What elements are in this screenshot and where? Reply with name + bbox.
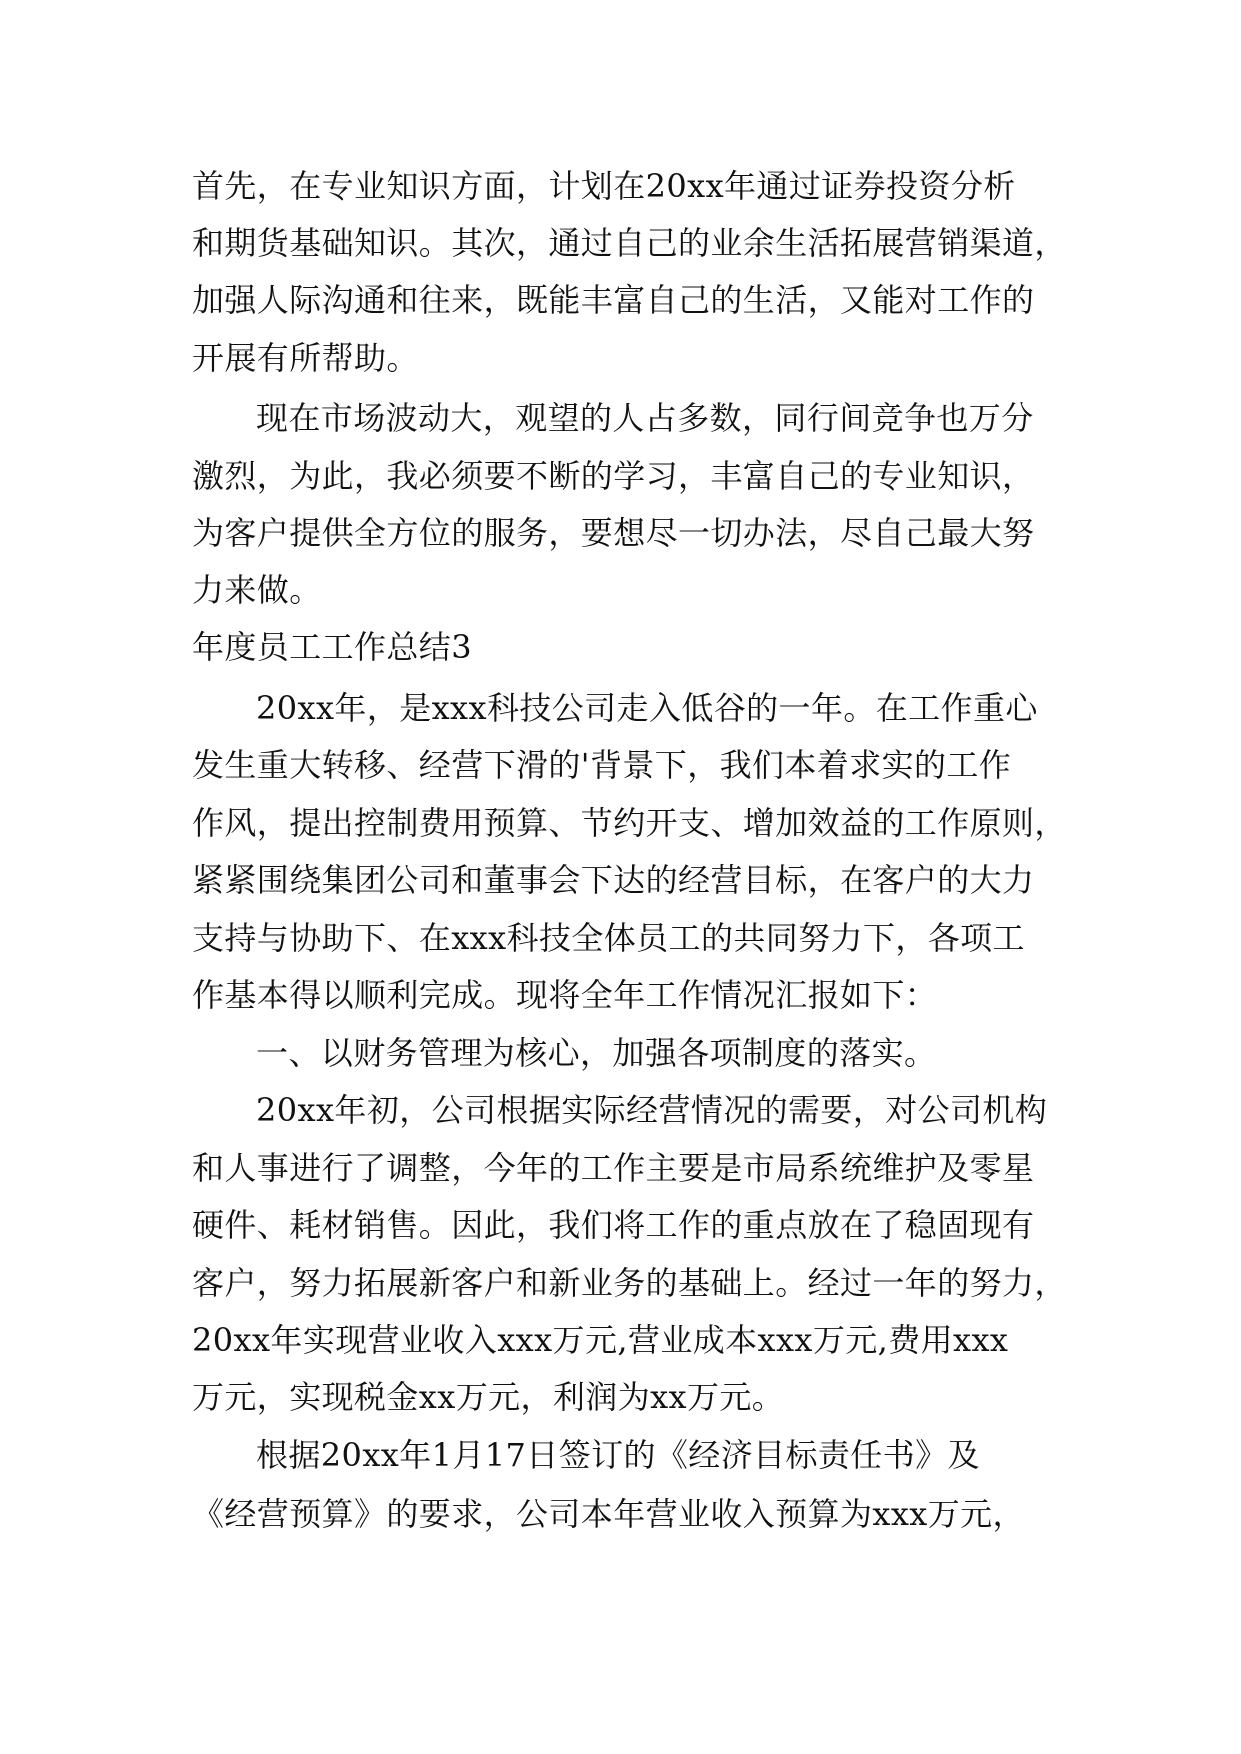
paragraph-line: 发生重大转移、经营下滑的'背景下，我们本着求实的工作 (192, 746, 1012, 784)
paragraph-line: 作基本得以顺利完成。现将全年工作情况汇报如下： (192, 976, 938, 1014)
paragraph-line: 《经营预算》的要求，公司本年营业收入预算为xxx万元， (192, 1495, 1025, 1533)
paragraph-line: 硬件、耗材销售。因此，我们将工作的重点放在了稳固现有 (192, 1206, 1035, 1244)
subheading-line: 一、以财务管理为核心，加强各项制度的落实。 (256, 1034, 937, 1072)
paragraph-line: 紧紧围绕集团公司和董事会下达的经营目标，在客户的大力 (192, 861, 1035, 899)
paragraph-line: 现在市场波动大，观望的人占多数，同行间竞争也万分 (256, 399, 1034, 437)
section-heading: 年度员工工作总结3 (192, 628, 472, 666)
paragraph-line: 和期货基础知识。其次，通过自己的业余生活拓展营销渠道， (192, 224, 1067, 262)
paragraph-line: 作风，提出控制费用预算、节约开支、增加效益的工作原则， (192, 804, 1067, 842)
paragraph-line: 力来做。 (192, 571, 322, 609)
paragraph-line: 开展有所帮助。 (192, 339, 419, 377)
paragraph-line: 加强人际沟通和往来，既能丰富自己的生活，又能对工作的 (192, 281, 1035, 319)
paragraph-line: 为客户提供全方位的服务，要想尽一切办法，尽自己最大努 (192, 514, 1035, 552)
paragraph-line: 万元，实现税金xx万元，利润为xx万元。 (192, 1378, 785, 1416)
paragraph-line: 20xx年，是xxx科技公司走入低谷的一年。在工作重心 (256, 689, 1038, 727)
paragraph-line: 激烈，为此，我必须要不断的学习，丰富自己的专业知识， (192, 457, 1035, 495)
paragraph-line: 根据20xx年1月17日签订的《经济目标责任书》及 (256, 1436, 980, 1474)
paragraph-line: 20xx年初，公司根据实际经营情况的需要，对公司机构 (256, 1091, 1048, 1129)
paragraph-line: 客户，努力拓展新客户和新业务的基础上。经过一年的努力， (192, 1264, 1067, 1302)
paragraph-line: 20xx年实现营业收入xxx万元,营业成本xxx万元,费用xxx (192, 1321, 1009, 1359)
paragraph-line: 首先，在专业知识方面，计划在20xx年通过证券投资分析 (192, 167, 1016, 205)
paragraph-line: 支持与协助下、在xxx科技全体员工的共同努力下，各项工 (192, 919, 1025, 957)
paragraph-line: 和人事进行了调整，今年的工作主要是市局系统维护及零星 (192, 1149, 1035, 1187)
